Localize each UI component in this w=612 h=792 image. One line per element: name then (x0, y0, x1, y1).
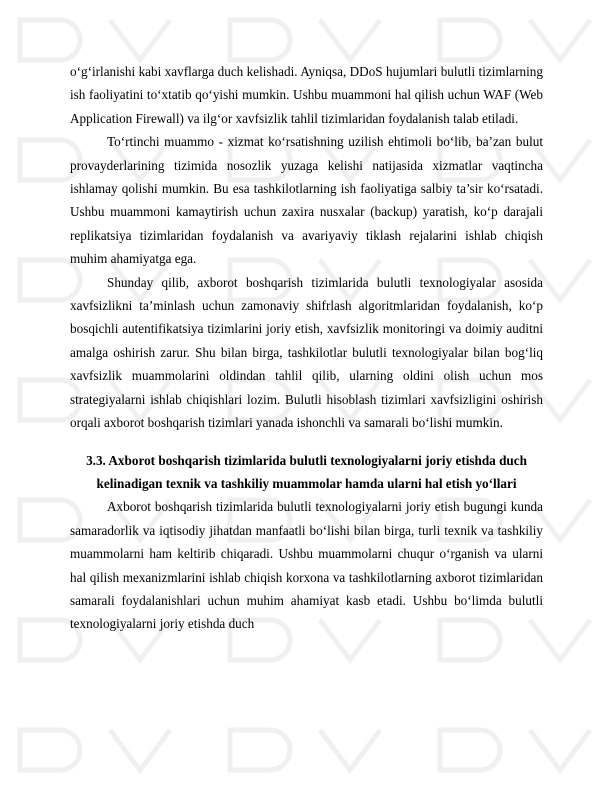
paragraph-fourth-problem: To‘rtinchi muammo - xizmat ko‘rsatishning uzilish ehtimoli bo‘lib, ba’zan bulut provayderlarining tizimida nosozlik yuzaga kelishi natijasida xizmatlar vaqtincha ishlamay qolishi mumkin. Bu esa tashkilotlarning ish faoliyatiga salbiy ta’sir ko‘rsatadi. Ushbu muammoni kamaytirish uchun zaxira nusxalar (backup) yaratish, ko‘p darajali replikatsiya tizimlaridan foydalanish va avariyaviy tiklash rejalarini ishlab chiqish muhim ahamiyatga ega. (70, 134, 543, 267)
paragraph-conclusion: Shunday qilib, axborot boshqarish tizimlarida bulutli texnologiyalar asosida xavfsizlikni ta’minlash uchun zamonaviy shifrlash algoritmlaridan foydalanish, ko‘p bosqichli autentifikatsiya tizimlarini joriy etish, xavfsizlik monitoringi va doimiy auditni amalga oshirish zarur. Shu bilan birga, tashkilotlar bulutli texnologiyalar bilan bog‘liq xavfsizlik muammolarini oldindan tahlil qilib, ularning oldini olish uchun mos strategiyalarni ishlab chiqishlari lozim. Bulutli hisoblash tizimlari xavfsizligini oshirish orqali axborot boshqarish tizimlari yanada ishonchli va samarali bo‘lishi mumkin. (70, 274, 543, 431)
paragraph-continuation: o‘g‘irlanishi kabi xavflarga duch kelishadi. Ayniqsa, DDoS hujumlari bulutli tizimlarning ish faoliyatini to‘xtatib qo‘yishi mumkin. Ushbu muammoni hal qilish uchun WAF (Web Application Firewall) va ilg‘or xavfsizlik tahlil tizimlaridan foydalanish talab etiladi. (70, 64, 543, 126)
paragraph-section-intro: Axborot boshqarish tizimlarida bulutli texnologiyalarni joriy etish bugungi kunda samaradorlik va iqtisodiy jihatdan manfaatli bo‘lishi bilan birga, turli texnik va tashkiliy muammolarni ham keltirib chiqaradi. Ushbu muammolarni chuqur o‘rganish va ularni hal qilish mexanizmlarini ishlab chiqish korxona va tashkilotlarning axborot tizimlaridan samarali foydalanishlari uchun muhim ahamiyat kasb etadi. Ushbu bo‘limda bulutli texnologiyalarni joriy etishda duch (70, 499, 543, 632)
document-body (70, 60, 543, 636)
section-heading: 3.3. Axborot boshqarish tizimlarida bulutli texnologiyalarni joriy etishda duch kelinadigan texnik va tashkiliy muammolar hamda ularni hal etish yo‘llari (86, 452, 527, 491)
